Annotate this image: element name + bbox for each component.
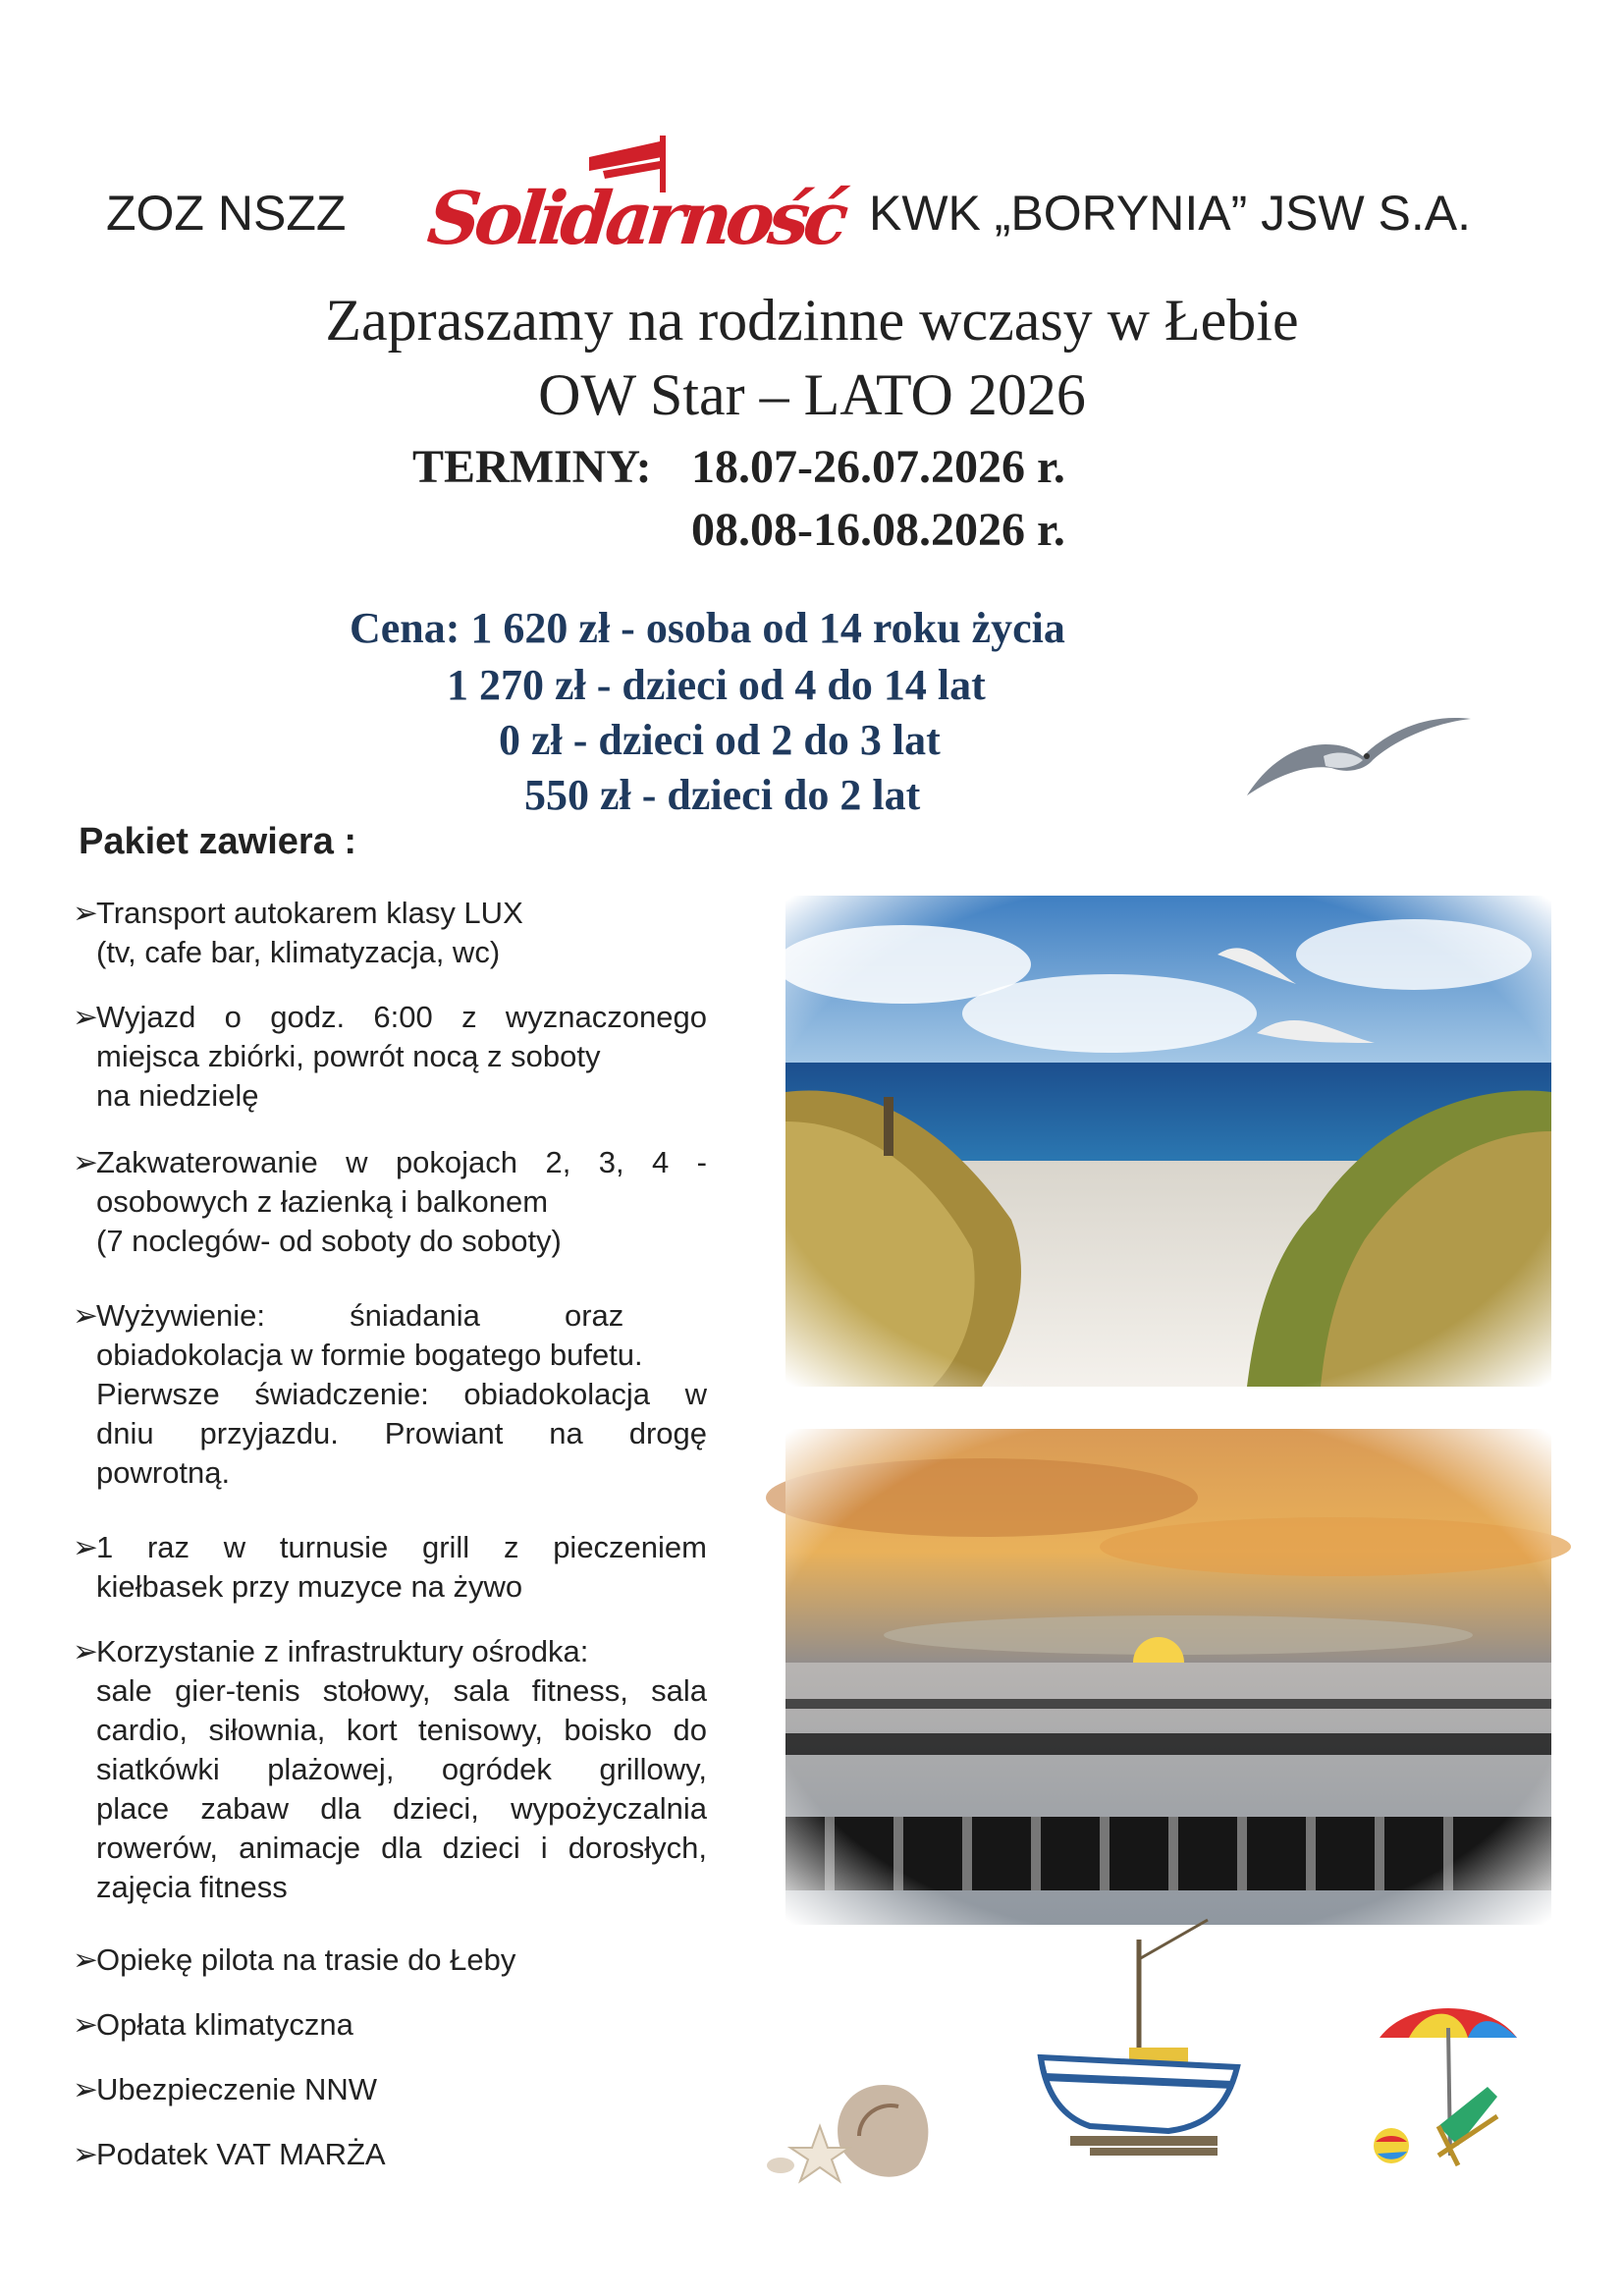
dates-label: TERMINY: xyxy=(412,441,652,493)
package-item-accommodation: ➢Zakwaterowanie w pokojach 2, 3, 4 - osobowych z łazienką i balkonem (7 noclegów- od soboty do soboty) xyxy=(73,1145,707,1258)
arrow-bullet-icon: ➢ xyxy=(73,1530,98,1564)
price-child-under-2: 550 zł - dzieci do 2 lat xyxy=(524,771,921,819)
sunset-breakwater-photo xyxy=(785,1429,1551,1925)
sailboat-icon xyxy=(1031,1920,1257,2160)
svg-text:Solidarność: Solidarność xyxy=(423,176,847,261)
package-item-transport: ➢Transport autokarem klasy LUX (tv, cafe bar, klimatyzacja, wc) xyxy=(73,896,523,969)
package-item-departure: ➢Wyjazd o godz. 6:00 z wyznaczonego miejsca zbiórki, powrót nocą z soboty na niedzielę xyxy=(73,1000,707,1113)
arrow-bullet-icon: ➢ xyxy=(73,1000,98,1034)
arrow-bullet-icon: ➢ xyxy=(73,1634,98,1668)
seashell-starfish-icon xyxy=(751,2057,957,2195)
arrow-bullet-icon: ➢ xyxy=(73,2007,98,2042)
price-adult: Cena: 1 620 zł - osoba od 14 roku życia xyxy=(350,604,1065,652)
arrow-bullet-icon: ➢ xyxy=(73,1298,98,1333)
arrow-bullet-icon: ➢ xyxy=(73,1942,98,1977)
organization-left: ZOZ NSZZ xyxy=(106,186,347,241)
beach-dunes-photo xyxy=(785,896,1551,1387)
package-item-grill: ➢1 raz w turnusie grill z pieczeniem kiełbasek przy muzyce na żywo xyxy=(73,1530,707,1604)
title-line-2: OW Star – LATO 2026 xyxy=(538,362,1086,427)
arrow-bullet-icon: ➢ xyxy=(73,2072,98,2106)
arrow-bullet-icon: ➢ xyxy=(73,896,98,930)
package-heading: Pakiet zawiera : xyxy=(79,821,357,862)
package-item-infrastructure: ➢Korzystanie z infrastruktury ośrodka: sale gier-tenis stołowy, sala fitness, sala cardio, siłownia, kort tenisowy, boisko do siatkówki plażowej, ogródek grillowy, place zabaw dla dzieci, wypożyczalnia rowerów, animacje dla dzieci i dorosłych, zajęcia fitness xyxy=(73,1634,707,1904)
package-item-vat: ➢Podatek VAT MARŻA xyxy=(73,2135,707,2174)
beach-umbrella-chair-icon xyxy=(1370,1998,1527,2185)
date-term-1: 18.07-26.07.2026 r. xyxy=(691,441,1065,493)
organization-right: KWK „BORYNIA” JSW S.A. xyxy=(869,186,1472,241)
arrow-bullet-icon: ➢ xyxy=(73,1145,98,1179)
arrow-bullet-icon: ➢ xyxy=(73,2137,98,2171)
date-term-2: 08.08-16.08.2026 r. xyxy=(691,504,1065,556)
package-item-meals: ➢Wyżywienie: śniadania oraz obiadokolacja w formie bogatego bufetu. Pierwsze świadczenie: obiadokolacja w dniu przyjazdu. Prowiant na drogę powrotną. xyxy=(73,1298,707,1490)
package-item-climate-fee: ➢Opłata klimatyczna xyxy=(73,2005,707,2045)
package-item-insurance: ➢Ubezpieczenie NNW xyxy=(73,2070,707,2109)
title-line-1: Zapraszamy na rodzinne wczasy w Łebie xyxy=(325,288,1299,353)
price-child-4-14: 1 270 zł - dzieci od 4 do 14 lat xyxy=(447,661,986,709)
price-child-2-3: 0 zł - dzieci od 2 do 3 lat xyxy=(499,716,941,764)
solidarnosc-logo xyxy=(423,128,847,275)
package-item-pilot: ➢Opiekę pilota na trasie do Łeby xyxy=(73,1941,707,1980)
seagull-icon xyxy=(1237,705,1477,803)
